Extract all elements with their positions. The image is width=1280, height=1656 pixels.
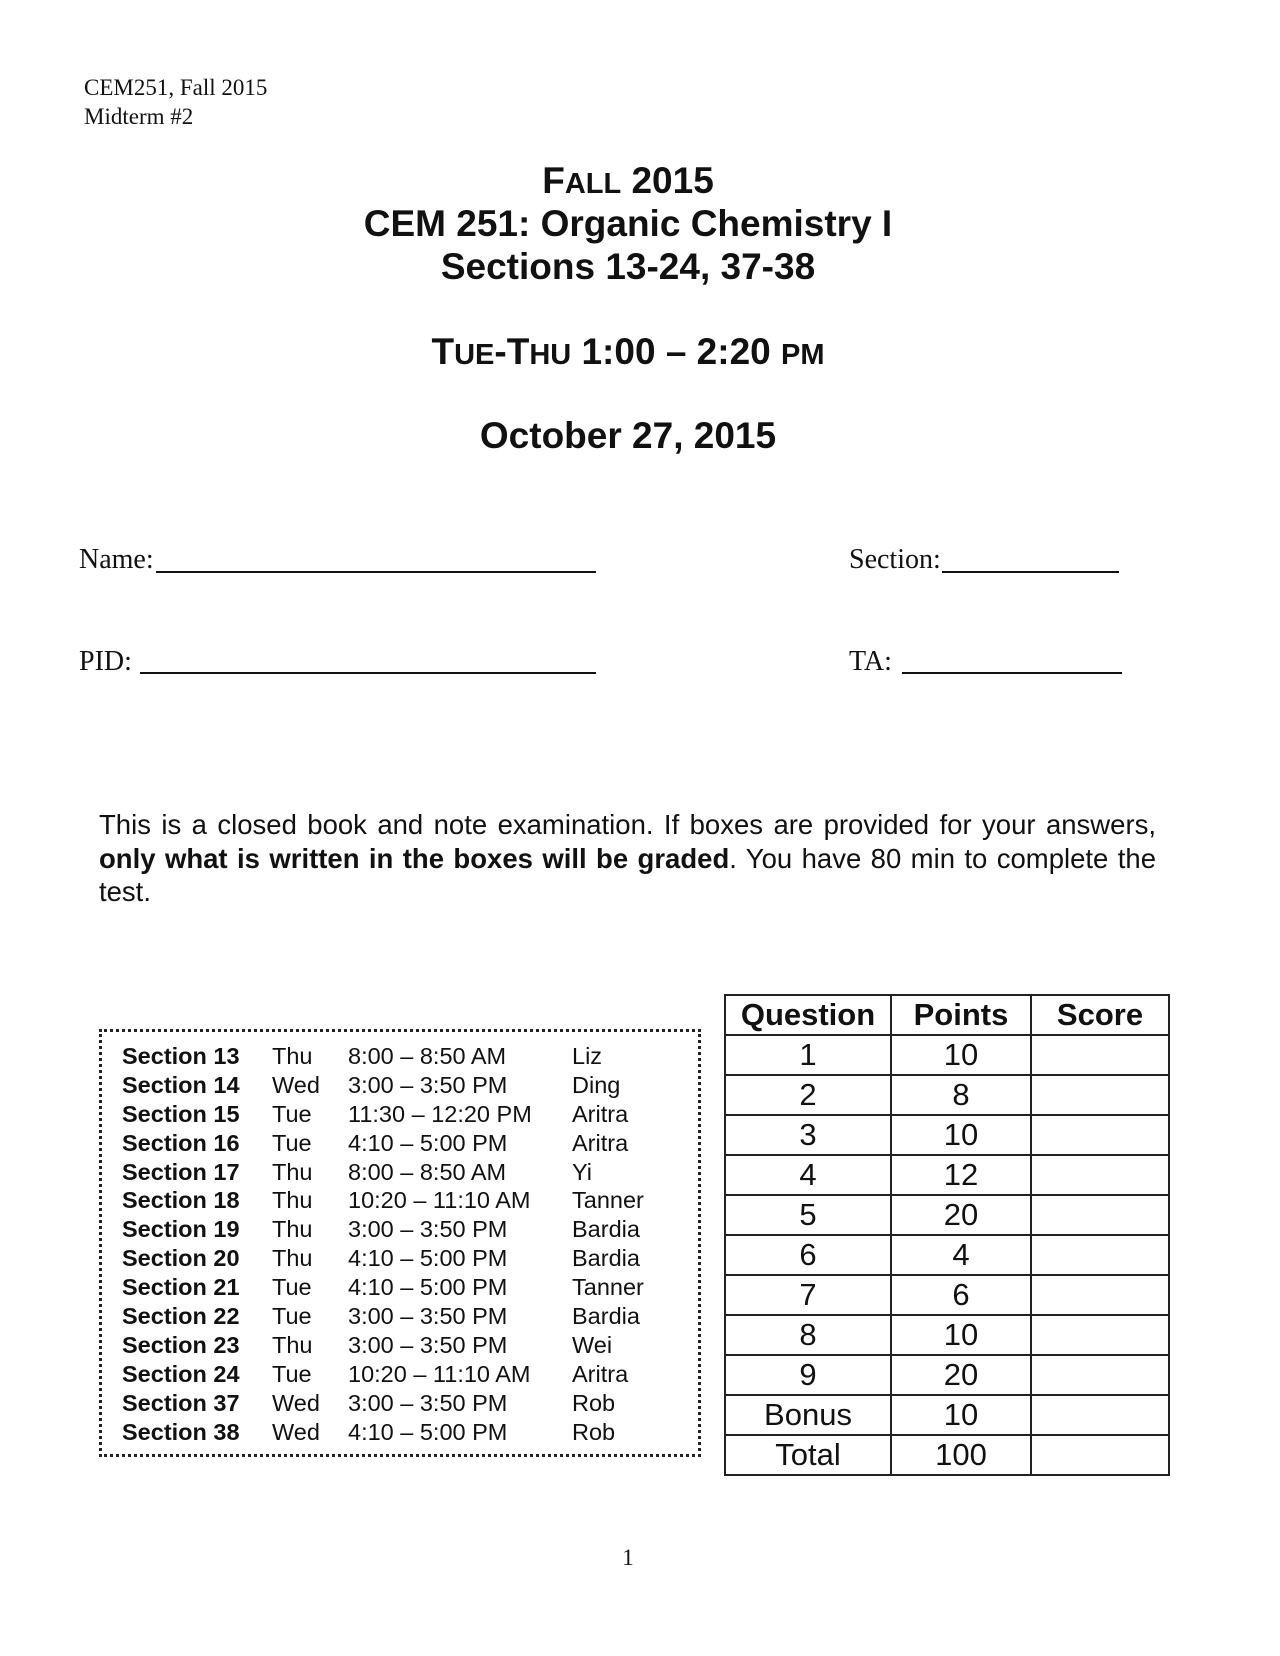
- score-cell[interactable]: [1031, 1235, 1169, 1275]
- schedule-section: Section 19: [122, 1216, 240, 1243]
- schedule-ta: Tanner: [572, 1274, 644, 1301]
- schedule-time: 3:00 – 3:50 PM: [348, 1216, 508, 1243]
- schedule-time: 10:20 – 11:10 AM: [348, 1187, 531, 1214]
- schedule-section: Section 24: [122, 1360, 240, 1387]
- schedule-row: [122, 1071, 662, 1100]
- score-cell[interactable]: [1031, 1115, 1169, 1155]
- points-cell: 20: [891, 1195, 1031, 1235]
- schedule-time: 4:10 – 5:00 PM: [348, 1245, 508, 1272]
- schedule-day: Tue: [272, 1360, 312, 1387]
- schedule-time: 8:00 – 8:50 AM: [348, 1042, 507, 1069]
- points-cell: 12: [891, 1155, 1031, 1195]
- schedule-ta: Aritra: [572, 1360, 629, 1387]
- score-row: [725, 1275, 1169, 1315]
- score-cell[interactable]: [1031, 1355, 1169, 1395]
- schedule-ta: Bardia: [572, 1302, 640, 1329]
- schedule-row: [122, 1158, 662, 1187]
- question-cell: Total: [725, 1435, 891, 1475]
- schedule-section: Section 38: [122, 1418, 240, 1445]
- schedule-section: Section 15: [122, 1100, 240, 1127]
- section-schedule-table: [122, 1042, 662, 1446]
- score-row: [725, 1355, 1169, 1395]
- section-field[interactable]: [942, 571, 1119, 573]
- score-cell[interactable]: [1031, 1275, 1169, 1315]
- schedule-row: [122, 1100, 662, 1129]
- schedule-day: Tue: [272, 1129, 312, 1156]
- running-header: [84, 73, 267, 131]
- score-row: [725, 1435, 1169, 1475]
- schedule-day: Thu: [272, 1245, 313, 1272]
- ta-label: TA:: [849, 646, 892, 677]
- schedule-section: Section 18: [122, 1187, 240, 1214]
- score-cell[interactable]: [1031, 1035, 1169, 1075]
- course-term: CEM251, Fall 2015: [84, 75, 268, 100]
- schedule-ta: Bardia: [572, 1216, 640, 1243]
- question-cell: 8: [725, 1315, 891, 1355]
- schedule-day: Wed: [272, 1071, 320, 1098]
- points-cell: 10: [891, 1035, 1031, 1075]
- schedule-ta: Aritra: [572, 1129, 629, 1156]
- score-cell[interactable]: [1031, 1315, 1169, 1355]
- question-cell: 4: [725, 1155, 891, 1195]
- points-cell: 20: [891, 1355, 1031, 1395]
- schedule-time: 3:00 – 3:50 PM: [348, 1331, 508, 1358]
- score-cell[interactable]: [1031, 1435, 1169, 1475]
- points-cell: 8: [891, 1075, 1031, 1115]
- schedule-section: Section 23: [122, 1331, 240, 1358]
- points-cell: 100: [891, 1435, 1031, 1475]
- schedule-day: Thu: [272, 1216, 313, 1243]
- schedule-day: Thu: [272, 1331, 313, 1358]
- schedule-time: 10:20 – 11:10 AM: [348, 1360, 531, 1387]
- schedule-time: 3:00 – 3:50 PM: [348, 1071, 508, 1098]
- schedule-ta: Aritra: [572, 1100, 629, 1127]
- instructions: This is a closed book and note examination. If boxes are provided for your answers, only what is written in the boxes will be graded. You have 80 min to complete the test.: [99, 809, 1156, 907]
- question-cell: 6: [725, 1235, 891, 1275]
- question-cell: 5: [725, 1195, 891, 1235]
- schedule-ta: Rob: [572, 1389, 616, 1416]
- pid-label: PID:: [79, 646, 132, 677]
- schedule-row: [122, 1186, 662, 1215]
- schedule-row: [122, 1418, 662, 1447]
- schedule-row: [122, 1389, 662, 1418]
- schedule-ta: Rob: [572, 1418, 616, 1445]
- schedule-day: Tue: [272, 1302, 312, 1329]
- schedule-time: 4:10 – 5:00 PM: [348, 1274, 508, 1301]
- score-row: [725, 1195, 1169, 1235]
- exam-date: October 27, 2015: [479, 415, 777, 456]
- score-row: [725, 1315, 1169, 1355]
- schedule-time: 3:00 – 3:50 PM: [348, 1302, 508, 1329]
- schedule-time: 4:10 – 5:00 PM: [348, 1129, 508, 1156]
- score-row: [725, 1155, 1169, 1195]
- points-cell: 10: [891, 1395, 1031, 1435]
- points-cell: 10: [891, 1115, 1031, 1155]
- schedule-section: Section 17: [122, 1158, 240, 1185]
- section-schedule-box: [99, 1029, 701, 1457]
- score-row: [725, 1235, 1169, 1275]
- schedule-day: Thu: [272, 1042, 313, 1069]
- schedule-section: Section 14: [122, 1071, 240, 1098]
- class-time: TUE-THU 1:00 – 2:20 PM: [431, 331, 825, 372]
- sections-title: Sections 13-24, 37-38: [440, 246, 816, 287]
- name-field[interactable]: [156, 571, 596, 573]
- schedule-row: [122, 1244, 662, 1273]
- question-cell: 7: [725, 1275, 891, 1315]
- question-cell: Bonus: [725, 1395, 891, 1435]
- schedule-row: [122, 1215, 662, 1244]
- header-question: Question: [725, 995, 891, 1035]
- schedule-ta: Bardia: [572, 1245, 640, 1272]
- schedule-section: Section 37: [122, 1389, 240, 1416]
- schedule-time: 8:00 – 8:50 AM: [348, 1158, 507, 1185]
- schedule-section: Section 13: [122, 1042, 240, 1069]
- semester-title: FALL 2015: [542, 160, 714, 201]
- schedule-ta: Liz: [572, 1042, 603, 1069]
- score-cell[interactable]: [1031, 1075, 1169, 1115]
- score-cell[interactable]: [1031, 1195, 1169, 1235]
- question-cell: 2: [725, 1075, 891, 1115]
- question-cell: 9: [725, 1355, 891, 1395]
- schedule-section: Section 20: [122, 1245, 240, 1272]
- schedule-row: [122, 1360, 662, 1389]
- schedule-ta: Wei: [572, 1331, 613, 1358]
- schedule-row: [122, 1129, 662, 1158]
- points-cell: 10: [891, 1315, 1031, 1355]
- schedule-section: Section 16: [122, 1129, 240, 1156]
- section-label: Section:: [849, 544, 941, 575]
- question-cell: 3: [725, 1115, 891, 1155]
- score-row: [725, 1035, 1169, 1075]
- exam-label: Midterm #2: [84, 104, 194, 129]
- page-number: 1: [622, 1545, 634, 1570]
- header-score: Score: [1031, 995, 1169, 1035]
- header-points: Points: [891, 995, 1031, 1035]
- schedule-ta: Tanner: [572, 1187, 644, 1214]
- question-cell: 1: [725, 1035, 891, 1075]
- schedule-day: Tue: [272, 1274, 312, 1301]
- points-cell: 4: [891, 1235, 1031, 1275]
- schedule-row: [122, 1042, 662, 1071]
- schedule-section: Section 22: [122, 1302, 240, 1329]
- schedule-time: 11:30 – 12:20 PM: [348, 1100, 532, 1127]
- schedule-day: Thu: [272, 1187, 313, 1214]
- schedule-time: 3:00 – 3:50 PM: [348, 1389, 508, 1416]
- schedule-row: [122, 1302, 662, 1331]
- schedule-row: [122, 1273, 662, 1302]
- score-cell[interactable]: [1031, 1395, 1169, 1435]
- course-title: CEM 251: Organic Chemistry I: [363, 203, 893, 244]
- schedule-ta: Yi: [572, 1158, 593, 1185]
- schedule-section: Section 21: [122, 1274, 240, 1301]
- score-cell[interactable]: [1031, 1155, 1169, 1195]
- ta-field[interactable]: [902, 672, 1122, 674]
- schedule-day: Tue: [272, 1100, 312, 1127]
- name-label: Name:: [79, 544, 154, 575]
- schedule-ta: Ding: [572, 1071, 621, 1098]
- score-row: [725, 1395, 1169, 1435]
- points-cell: 6: [891, 1275, 1031, 1315]
- schedule-time: 4:10 – 5:00 PM: [348, 1418, 508, 1445]
- score-row: [725, 1115, 1169, 1155]
- score-table: [724, 994, 1170, 1476]
- schedule-day: Wed: [272, 1389, 320, 1416]
- score-row: [725, 1075, 1169, 1115]
- pid-field[interactable]: [140, 672, 596, 674]
- schedule-row: [122, 1331, 662, 1360]
- schedule-day: Thu: [272, 1158, 313, 1185]
- schedule-day: Wed: [272, 1418, 320, 1445]
